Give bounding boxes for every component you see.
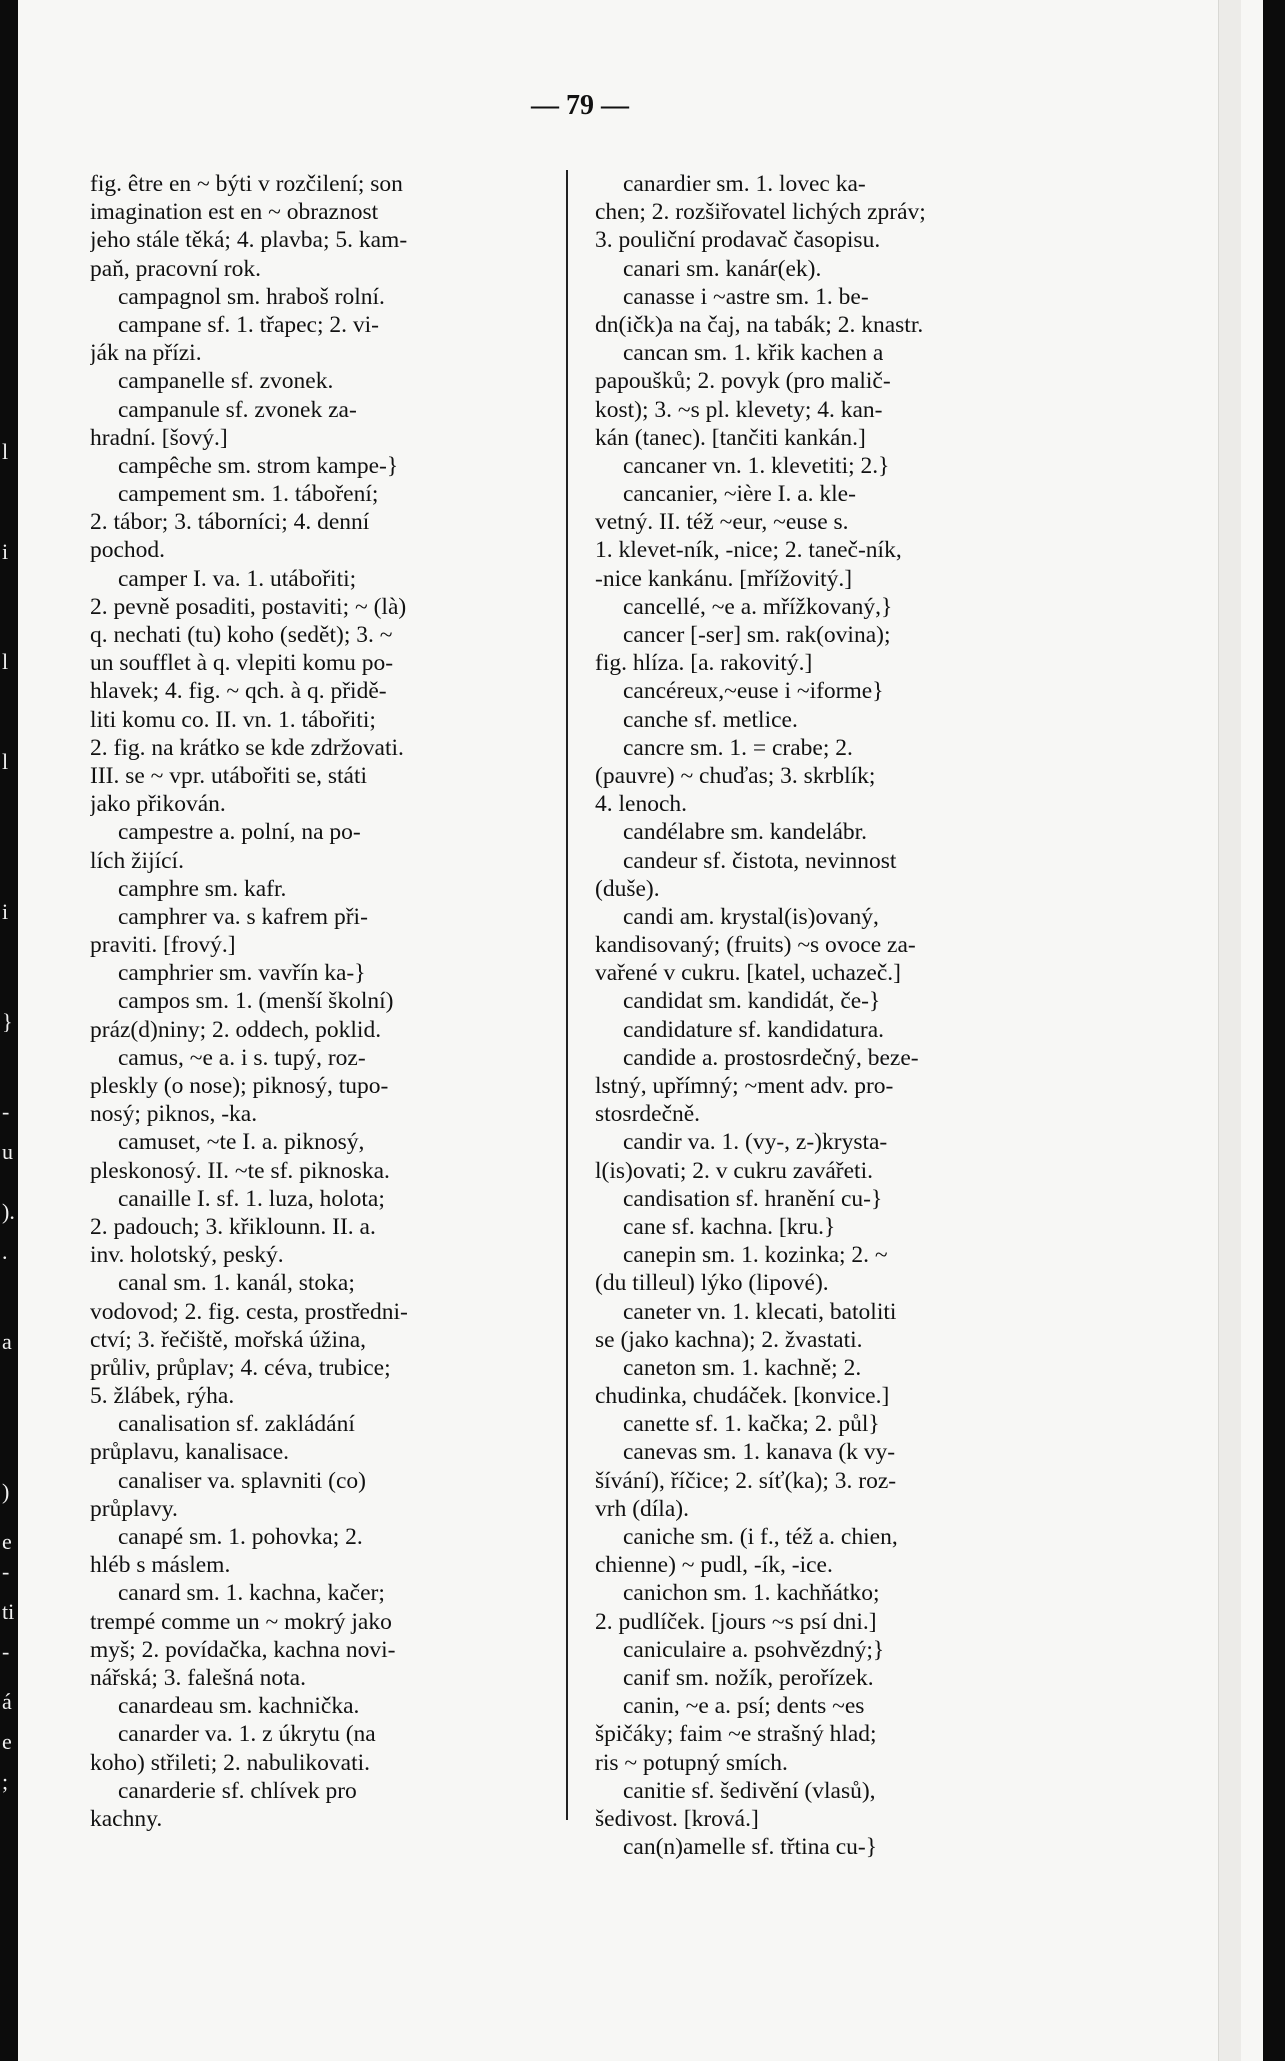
dictionary-line: canarder va. 1. z úkrytu (na <box>118 1721 376 1748</box>
dictionary-line: canari sm. kanár(ek). <box>623 255 822 282</box>
dictionary-line: caneton sm. 1. kachně; 2. <box>623 1354 862 1381</box>
dictionary-line: šívání), říčice; 2. síť(ka); 3. roz- <box>595 1467 897 1494</box>
dictionary-line: 2. fig. na krátko se kde zdržovati. <box>90 734 404 761</box>
dictionary-line: cancer [-ser] sm. rak(ovina); <box>623 622 891 648</box>
dictionary-line: kachny. <box>90 1805 163 1832</box>
dictionary-line: canard sm. 1. kachna, kačer; <box>118 1580 385 1607</box>
page-gutter-shadow <box>1218 0 1241 2061</box>
dictionary-line: (pauvre) ~ chuďas; 3. skrblík; <box>595 762 876 789</box>
dictionary-line: campagnol sm. hraboš rolní. <box>118 283 385 310</box>
margin-fragment: - <box>2 1639 10 1664</box>
dictionary-line: -nice kankánu. [mřížovitý.] <box>595 565 853 592</box>
dictionary-line: canardier sm. 1. lovec ka- <box>623 171 866 197</box>
dictionary-line: nosý; piknos, -ka. <box>90 1101 258 1128</box>
dictionary-line: vetný. II. též ~eur, ~euse s. <box>595 509 849 536</box>
dictionary-line: se (jako kachna); 2. žvastati. <box>595 1326 863 1353</box>
margin-fragment: á <box>2 1689 12 1714</box>
dictionary-line: camphrer va. s kafrem při- <box>118 903 368 930</box>
dictionary-line: hlavek; 4. fig. ~ qch. à q. přidě- <box>90 678 387 705</box>
dictionary-line: pochod. <box>90 537 166 564</box>
dictionary-line: campanule sf. zvonek za- <box>118 396 357 423</box>
right-column <box>595 170 1065 1861</box>
margin-fragment: ) <box>2 1479 10 1504</box>
dictionary-line: campement sm. 1. táboření; <box>118 481 379 508</box>
margin-fragment: a <box>2 1329 12 1354</box>
dictionary-line: can(n)amelle sf. třtina cu-} <box>623 1834 877 1861</box>
dictionary-line: candidat sm. kandidát, če-} <box>623 988 881 1015</box>
dictionary-line: 2. pevně posaditi, postaviti; ~ (là) <box>90 593 407 620</box>
margin-fragment: ; <box>2 1769 9 1794</box>
dictionary-line: 1. klevet-ník, -nice; 2. taneč-ník, <box>595 537 902 564</box>
dictionary-line: dn(ičk)a na čaj, na tabák; 2. knastr. <box>595 311 924 338</box>
dictionary-line: cane sf. kachna. [kru.} <box>623 1213 836 1240</box>
margin-fragment: - <box>2 1099 10 1124</box>
dictionary-line: fig. hlíza. [a. rakovitý.] <box>595 650 813 677</box>
dictionary-line: cancan sm. 1. křik kachen a <box>623 340 884 367</box>
margin-fragment: . <box>2 1239 8 1264</box>
dictionary-line: candir va. 1. (vy-, z-)krysta- <box>623 1129 888 1156</box>
dictionary-line: 4. lenoch. <box>595 791 688 818</box>
dictionary-line: vodovod; 2. fig. cesta, prostředni- <box>90 1298 408 1325</box>
margin-fragment: ). <box>2 1199 15 1224</box>
dictionary-line: 2. pudlíček. [jours ~s psí dni.] <box>595 1608 877 1635</box>
dictionary-line: práz(d)niny; 2. oddech, poklid. <box>90 1016 382 1043</box>
dictionary-line: trempé comme un ~ mokrý jako <box>90 1608 392 1635</box>
dictionary-line: (du tilleul) lýko (lipové). <box>595 1270 829 1297</box>
dictionary-line: canaille I. sf. 1. luza, holota; <box>118 1185 385 1212</box>
dictionary-line: cancre sm. 1. = crabe; 2. <box>623 734 853 761</box>
dictionary-line: candélabre sm. kandelábr. <box>623 819 868 846</box>
dictionary-line: canarderie sf. chlívek pro <box>118 1777 357 1804</box>
page-number: — 79 — <box>531 90 629 121</box>
dictionary-line: hléb s máslem. <box>90 1552 231 1579</box>
dictionary-line: canichon sm. 1. kachňátko; <box>623 1580 880 1607</box>
dictionary-line: ctví; 3. řečiště, mořská úžina, <box>90 1326 367 1353</box>
dictionary-line: campêche sm. strom kampe-} <box>118 452 399 479</box>
dictionary-line: pleskly (o nose); piknosý, tupo- <box>90 1073 389 1099</box>
margin-fragment: l <box>2 749 9 774</box>
dictionary-line: candeur sf. čistota, nevinnost <box>623 847 897 874</box>
dictionary-line: stosrdečně. <box>595 1101 701 1128</box>
dictionary-line: 2. tábor; 3. táborníci; 4. denní <box>90 509 370 536</box>
dictionary-line: candisation sf. hranění cu-} <box>623 1185 883 1212</box>
dictionary-line: canalisation sf. zakládání <box>118 1411 355 1438</box>
dictionary-line: chienne) ~ pudl, -ík, -ice. <box>595 1552 833 1579</box>
dictionary-line: kandisovaný; (fruits) ~s ovoce za- <box>595 932 916 959</box>
dictionary-line: camuset, ~te I. a. piknosý, <box>118 1129 365 1156</box>
dictionary-line: campanelle sf. zvonek. <box>118 368 334 395</box>
margin-fragment: e <box>2 1529 12 1554</box>
dictionary-line: (duše). <box>595 875 660 902</box>
dictionary-line: liti komu co. II. vn. 1. tábořiti; <box>90 706 376 733</box>
dictionary-line: canasse i ~astre sm. 1. be- <box>623 283 869 310</box>
dictionary-line: jeho stále těká; 4. plavba; 5. kam- <box>90 227 408 254</box>
dictionary-line: chudinka, chudáček. [konvice.] <box>595 1383 890 1410</box>
dictionary-line: inv. holotský, peský. <box>90 1242 284 1269</box>
dictionary-line: koho) střileti; 2. nabulikovati. <box>90 1749 371 1776</box>
dictionary-line: canepin sm. 1. kozinka; 2. ~ <box>623 1242 888 1269</box>
dictionary-line: candi am. krystal(is)ovaný, <box>623 903 879 930</box>
scan-right-edge <box>1263 0 1285 2061</box>
dictionary-line: 3. pouliční prodavač časopisu. <box>595 227 881 254</box>
dictionary-line: candidature sf. kandidatura. <box>623 1016 885 1043</box>
dictionary-line: ják na přízi. <box>90 340 202 367</box>
dictionary-line: III. se ~ vpr. utábořiti se, státi <box>90 762 368 789</box>
dictionary-line: fig. être en ~ býti v rozčilení; son <box>90 171 403 197</box>
dictionary-line: papoušků; 2. povyk (pro malič- <box>595 368 891 395</box>
margin-fragment: l <box>2 439 9 464</box>
dictionary-line: canche sf. metlice. <box>623 706 798 733</box>
dictionary-line: caniculaire a. psohvězdný;} <box>623 1636 885 1663</box>
dictionary-line: lstný, upřímný; ~ment adv. pro- <box>595 1073 894 1099</box>
dictionary-line: myš; 2. povídačka, kachna novi- <box>90 1636 396 1663</box>
dictionary-line: caniche sm. (i f., též a. chien, <box>623 1524 898 1550</box>
dictionary-line: cancéreux,~euse i ~iforme} <box>623 678 884 705</box>
dictionary-line: praviti. [frový.] <box>90 932 236 959</box>
dictionary-line: canitie sf. šedivění (vlasů), <box>623 1777 876 1804</box>
dictionary-line: campestre a. polní, na po- <box>118 819 361 846</box>
dictionary-line: camus, ~e a. i s. tupý, roz- <box>118 1044 366 1071</box>
dictionary-line: canal sm. 1. kanál, stoka; <box>118 1270 355 1297</box>
dictionary-line: camphrier sm. vavřín ka-} <box>118 960 366 987</box>
dictionary-line: l(is)ovati; 2. v cukru zavářeti. <box>595 1157 873 1184</box>
dictionary-line: cancaner vn. 1. klevetiti; 2.} <box>623 452 890 479</box>
dictionary-line: canevas sm. 1. kanava (k vy- <box>623 1439 896 1466</box>
dictionary-line: canapé sm. 1. pohovka; 2. <box>118 1524 363 1550</box>
dictionary-line: vrh (díla). <box>595 1495 689 1522</box>
dictionary-line: camper I. va. 1. utábořiti; <box>118 565 357 592</box>
dictionary-line: 2. padouch; 3. křiklounn. II. a. <box>90 1213 376 1240</box>
dictionary-line: ris ~ potupný smích. <box>595 1749 788 1776</box>
dictionary-line: un soufflet à q. vlepiti komu po- <box>90 650 394 677</box>
dictionary-line: campos sm. 1. (menší školní) <box>118 988 394 1015</box>
dictionary-line: canardeau sm. kachnička. <box>118 1693 360 1720</box>
dictionary-line: 5. žlábek, rýha. <box>90 1383 235 1410</box>
margin-fragment: i <box>2 539 9 564</box>
dictionary-line: hradní. [šový.] <box>90 424 228 451</box>
dictionary-line: cancanier, ~ière I. a. kle- <box>623 481 856 508</box>
dictionary-line: canaliser va. splavniti (co) <box>118 1467 366 1494</box>
dictionary-line: canette sf. 1. kačka; 2. půl} <box>623 1411 880 1438</box>
margin-fragment: l <box>2 649 9 674</box>
dictionary-line: candide a. prostosrdečný, beze- <box>623 1044 919 1071</box>
dictionary-line: camphre sm. kafr. <box>118 875 287 902</box>
margin-fragment: } <box>2 1009 13 1034</box>
dictionary-line: špičáky; faim ~e strašný hlad; <box>595 1721 877 1748</box>
dictionary-line: paň, pracovní rok. <box>90 255 261 282</box>
dictionary-line: lích žijící. <box>90 847 184 874</box>
dictionary-line: jako přikován. <box>90 791 226 818</box>
dictionary-line: šedivost. [krová.] <box>595 1805 759 1832</box>
dictionary-line: vařené v cukru. [katel, uchazeč.] <box>595 960 901 987</box>
dictionary-line: pleskonosý. II. ~te sf. piknoska. <box>90 1157 390 1184</box>
margin-fragment: e <box>2 1729 12 1754</box>
margin-fragment: - <box>2 1559 10 1584</box>
dictionary-line: kost); 3. ~s pl. klevety; 4. kan- <box>595 396 883 423</box>
dictionary-line: průplavy. <box>90 1495 178 1522</box>
dictionary-line: caneter vn. 1. klecati, batoliti <box>623 1298 897 1325</box>
dictionary-line: chen; 2. rozšiřovatel lichých zpráv; <box>595 199 926 226</box>
dictionary-line: canin, ~e a. psí; dents ~es <box>623 1693 865 1720</box>
margin-fragment: ti <box>2 1599 15 1624</box>
dictionary-line: q. nechati (tu) koho (sedět); 3. ~ <box>90 622 393 648</box>
dictionary-line: nářská; 3. falešná nota. <box>90 1664 306 1691</box>
dictionary-line: imagination est en ~ obraznost <box>90 199 379 226</box>
column-divider <box>566 170 568 1820</box>
left-column <box>90 170 560 1833</box>
dictionary-line: canif sm. nožík, perořízek. <box>623 1664 874 1691</box>
dictionary-line: průliv, průplav; 4. céva, trubice; <box>90 1354 391 1381</box>
dictionary-line: kán (tanec). [tančiti kankán.] <box>595 424 866 451</box>
dictionary-line: campane sf. 1. třapec; 2. vi- <box>118 311 380 338</box>
margin-fragment: u <box>2 1139 13 1164</box>
dictionary-line: průplavu, kanalisace. <box>90 1439 290 1466</box>
margin-fragment: i <box>2 899 9 924</box>
dictionary-line: cancellé, ~e a. mřížkovaný,} <box>623 593 893 620</box>
